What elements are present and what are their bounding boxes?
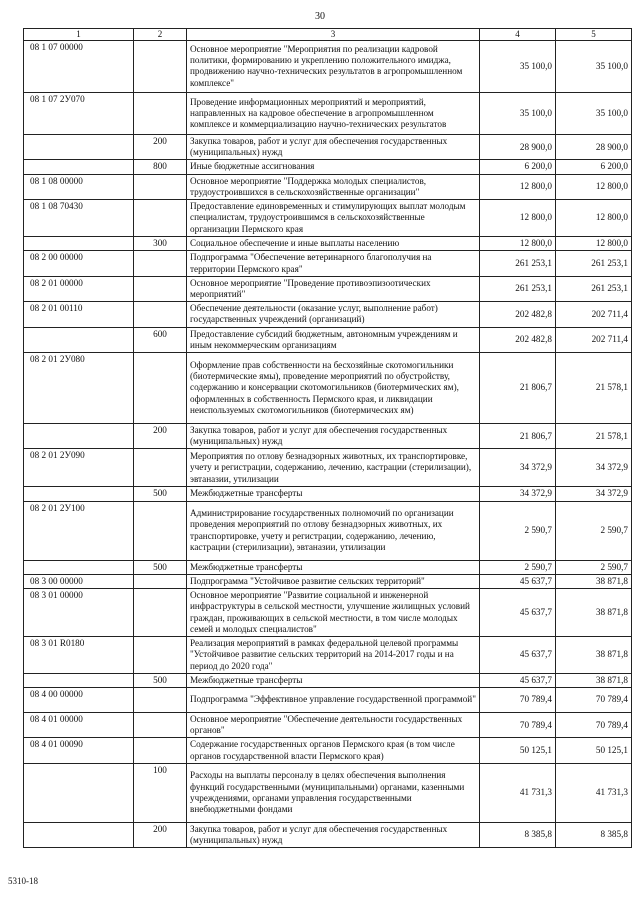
- row-expense-type-cell: [134, 688, 187, 713]
- row-code-cell: [24, 237, 134, 251]
- row-amount-2-cell: 261 253,1: [556, 251, 632, 276]
- row-amount-2-cell: 12 800,0: [556, 174, 632, 199]
- row-amount-2-cell: 34 372,9: [556, 449, 632, 487]
- row-amount-1-cell: 45 637,7: [480, 673, 556, 687]
- row-code-cell: [24, 487, 134, 501]
- row-code-cell: [24, 160, 134, 174]
- row-name-cell: Основное мероприятие "Обеспечение деятельности государственных органов": [187, 713, 480, 738]
- row-code-cell: [24, 327, 134, 352]
- row-expense-type-cell: 200: [134, 424, 187, 449]
- table-row: [24, 92, 632, 134]
- header-cell-5: 5: [556, 29, 632, 41]
- row-amount-1-cell: 12 800,0: [480, 237, 556, 251]
- row-expense-type-cell: [134, 738, 187, 763]
- row-name-cell: Основное мероприятие "Развитие социальной и инженерной инфраструктуры в сельской местности, улучшение жилищных условий граждан, проживающих в сельской местности, в том числе молодых семей и молодых специалистов": [187, 589, 480, 637]
- row-code-cell: 08 1 08 00000: [24, 174, 134, 199]
- row-name-cell: Основное мероприятие "Поддержка молодых специалистов, трудоустроившихся в сельскохозяйственные организации": [187, 174, 480, 199]
- table-row: [24, 713, 632, 738]
- row-amount-1-cell: 41 731,3: [480, 763, 556, 822]
- row-amount-1-cell: 70 789,4: [480, 688, 556, 713]
- row-expense-type-cell: [134, 251, 187, 276]
- table-row: [24, 560, 632, 574]
- row-expense-type-cell: 200: [134, 822, 187, 847]
- row-amount-2-cell: 2 590,7: [556, 560, 632, 574]
- row-name-cell: Мероприятия по отлову безнадзорных животных, их транспортировке, учету и регистрации, содержанию, лечению, кастрации (стерилизации), эвтаназии, утилизации: [187, 449, 480, 487]
- row-amount-2-cell: 38 871,8: [556, 589, 632, 637]
- row-expense-type-cell: [134, 449, 187, 487]
- row-amount-2-cell: 35 100,0: [556, 92, 632, 134]
- row-code-cell: [24, 560, 134, 574]
- row-expense-type-cell: [134, 40, 187, 92]
- table-row: [24, 501, 632, 560]
- row-name-cell: Подпрограмма "Обеспечение ветеринарного благополучия на территории Пермского края": [187, 251, 480, 276]
- row-name-cell: Проведение информационных мероприятий и мероприятий, направленных на кадровое обеспечение в агропромышленном комплексе и коммерциализацию научно-технических результатов: [187, 92, 480, 134]
- row-expense-type-cell: [134, 200, 187, 237]
- row-name-cell: Межбюджетные трансферты: [187, 487, 480, 501]
- row-amount-1-cell: 45 637,7: [480, 574, 556, 588]
- row-amount-2-cell: 6 200,0: [556, 160, 632, 174]
- row-amount-1-cell: 202 482,8: [480, 302, 556, 327]
- row-amount-1-cell: 34 372,9: [480, 449, 556, 487]
- row-expense-type-cell: [134, 574, 187, 588]
- row-code-cell: [24, 673, 134, 687]
- table-row: [24, 251, 632, 276]
- row-amount-1-cell: 50 125,1: [480, 738, 556, 763]
- table-row: [24, 637, 632, 674]
- row-amount-1-cell: 28 900,0: [480, 134, 556, 159]
- row-name-cell: Расходы на выплаты персоналу в целях обеспечения выполнения функций государственными (муниципальными) органами, казенными учреждениями, органами управления государственными внебюджетными фондами: [187, 763, 480, 822]
- row-expense-type-cell: [134, 92, 187, 134]
- row-amount-2-cell: 261 253,1: [556, 276, 632, 301]
- row-name-cell: Закупка товаров, работ и услуг для обеспечения государственных (муниципальных) нужд: [187, 424, 480, 449]
- row-code-cell: [24, 424, 134, 449]
- row-name-cell: Предоставление субсидий бюджетным, автономным учреждениям и иным некоммерческим организациям: [187, 327, 480, 352]
- row-code-cell: 08 2 01 2У080: [24, 353, 134, 424]
- row-amount-1-cell: 12 800,0: [480, 174, 556, 199]
- table-header-row: [24, 29, 632, 41]
- row-amount-1-cell: 34 372,9: [480, 487, 556, 501]
- table-row: [24, 160, 632, 174]
- row-amount-2-cell: 70 789,4: [556, 713, 632, 738]
- row-amount-2-cell: 8 385,8: [556, 822, 632, 847]
- row-expense-type-cell: [134, 501, 187, 560]
- row-code-cell: 08 2 01 00000: [24, 276, 134, 301]
- row-expense-type-cell: [134, 637, 187, 674]
- row-name-cell: Иные бюджетные ассигнования: [187, 160, 480, 174]
- row-code-cell: 08 4 01 00000: [24, 713, 134, 738]
- row-amount-2-cell: 38 871,8: [556, 637, 632, 674]
- row-name-cell: Межбюджетные трансферты: [187, 673, 480, 687]
- table-row: [24, 174, 632, 199]
- row-amount-1-cell: 35 100,0: [480, 40, 556, 92]
- row-code-cell: 08 3 00 00000: [24, 574, 134, 588]
- table-row: [24, 40, 632, 92]
- table-row: [24, 237, 632, 251]
- table-row: [24, 487, 632, 501]
- table-row: [24, 449, 632, 487]
- row-name-cell: Основное мероприятие "Мероприятия по реализации кадровой политики, формированию и укреплению положительного имиджа, продвижению научно-технических результатов в агропромышленном комплексе": [187, 40, 480, 92]
- row-amount-1-cell: 45 637,7: [480, 637, 556, 674]
- table-row: [24, 574, 632, 588]
- row-expense-type-cell: [134, 174, 187, 199]
- row-name-cell: Администрирование государственных полномочий по организации проведения мероприятий по отлову безнадзорных животных, их транспортировке, учету и регистрации, содержанию, лечению, кастрации (стерилизации), эвтаназии, утилизации: [187, 501, 480, 560]
- row-name-cell: Предоставление единовременных и стимулирующих выплат молодым специалистам, трудоустроившимся в сельскохозяйственные организации Пермского края: [187, 200, 480, 237]
- row-amount-1-cell: 2 590,7: [480, 560, 556, 574]
- row-expense-type-cell: 800: [134, 160, 187, 174]
- row-name-cell: Обеспечение деятельности (оказание услуг, выполнение работ) государственных учреждений (организаций): [187, 302, 480, 327]
- row-expense-type-cell: [134, 713, 187, 738]
- row-name-cell: Закупка товаров, работ и услуг для обеспечения государственных (муниципальных) нужд: [187, 134, 480, 159]
- row-code-cell: [24, 763, 134, 822]
- row-name-cell: Оформление прав собственности на бесхозяйные скотомогильники (биотермические ямы), проведение мероприятий по обустройству, содержанию и консервации скотомогильников (биотермических ям), оформленных в собственность Пермского края, и ликвидации неиспользуемых скотомогильников (биотермических ям): [187, 353, 480, 424]
- row-amount-1-cell: 202 482,8: [480, 327, 556, 352]
- table-row: [24, 673, 632, 687]
- row-amount-1-cell: 12 800,0: [480, 200, 556, 237]
- row-code-cell: 08 4 00 00000: [24, 688, 134, 713]
- row-code-cell: 08 3 01 00000: [24, 589, 134, 637]
- header-cell-4: 4: [480, 29, 556, 41]
- table-row: [24, 134, 632, 159]
- row-name-cell: Подпрограмма "Устойчивое развитие сельских территорий": [187, 574, 480, 588]
- table-row: [24, 688, 632, 713]
- row-amount-1-cell: 45 637,7: [480, 589, 556, 637]
- row-amount-2-cell: 21 578,1: [556, 424, 632, 449]
- row-amount-1-cell: 261 253,1: [480, 276, 556, 301]
- row-name-cell: Межбюджетные трансферты: [187, 560, 480, 574]
- row-amount-2-cell: 70 789,4: [556, 688, 632, 713]
- row-code-cell: [24, 822, 134, 847]
- table-row: [24, 589, 632, 637]
- row-amount-2-cell: 50 125,1: [556, 738, 632, 763]
- row-amount-1-cell: 6 200,0: [480, 160, 556, 174]
- row-expense-type-cell: 500: [134, 487, 187, 501]
- row-amount-2-cell: 21 578,1: [556, 353, 632, 424]
- header-cell-2: 2: [134, 29, 187, 41]
- table-row: [24, 353, 632, 424]
- row-code-cell: 08 2 01 2У090: [24, 449, 134, 487]
- row-amount-1-cell: 70 789,4: [480, 713, 556, 738]
- row-amount-1-cell: 21 806,7: [480, 353, 556, 424]
- footer-document-code: 5310-18: [8, 876, 38, 886]
- row-amount-1-cell: 21 806,7: [480, 424, 556, 449]
- row-code-cell: 08 3 01 R0180: [24, 637, 134, 674]
- row-amount-1-cell: 8 385,8: [480, 822, 556, 847]
- row-name-cell: Подпрограмма "Эффективное управление государственной программой": [187, 688, 480, 713]
- row-expense-type-cell: [134, 276, 187, 301]
- header-cell-3: 3: [187, 29, 480, 41]
- row-code-cell: 08 2 01 00110: [24, 302, 134, 327]
- row-amount-2-cell: 38 871,8: [556, 574, 632, 588]
- row-expense-type-cell: [134, 589, 187, 637]
- row-amount-1-cell: 2 590,7: [480, 501, 556, 560]
- table-row: [24, 763, 632, 822]
- row-code-cell: 08 1 07 00000: [24, 40, 134, 92]
- row-amount-2-cell: 28 900,0: [556, 134, 632, 159]
- table-row: [24, 822, 632, 847]
- row-code-cell: 08 1 08 70430: [24, 200, 134, 237]
- budget-table: [23, 28, 632, 848]
- row-name-cell: Основное мероприятие "Проведение противоэпизоотических мероприятий": [187, 276, 480, 301]
- row-expense-type-cell: 500: [134, 560, 187, 574]
- row-amount-2-cell: 12 800,0: [556, 237, 632, 251]
- row-amount-2-cell: 38 871,8: [556, 673, 632, 687]
- row-code-cell: [24, 134, 134, 159]
- table-row: [24, 424, 632, 449]
- row-amount-2-cell: 12 800,0: [556, 200, 632, 237]
- row-amount-2-cell: 41 731,3: [556, 763, 632, 822]
- header-cell-1: 1: [24, 29, 134, 41]
- row-name-cell: Содержание государственных органов Пермского края (в том числе органов государственной власти Пермского края): [187, 738, 480, 763]
- table-row: [24, 738, 632, 763]
- row-code-cell: 08 2 00 00000: [24, 251, 134, 276]
- table-row: [24, 327, 632, 352]
- row-name-cell: Закупка товаров, работ и услуг для обеспечения государственных (муниципальных) нужд: [187, 822, 480, 847]
- row-amount-2-cell: 35 100,0: [556, 40, 632, 92]
- row-code-cell: 08 4 01 00090: [24, 738, 134, 763]
- row-expense-type-cell: 600: [134, 327, 187, 352]
- row-amount-1-cell: 261 253,1: [480, 251, 556, 276]
- row-name-cell: Социальное обеспечение и иные выплаты населению: [187, 237, 480, 251]
- table-row: [24, 276, 632, 301]
- row-code-cell: 08 2 01 2У100: [24, 501, 134, 560]
- table-row: [24, 200, 632, 237]
- page-number: 30: [315, 11, 325, 22]
- row-amount-2-cell: 2 590,7: [556, 501, 632, 560]
- row-amount-2-cell: 202 711,4: [556, 302, 632, 327]
- row-expense-type-cell: 300: [134, 237, 187, 251]
- row-amount-1-cell: 35 100,0: [480, 92, 556, 134]
- row-expense-type-cell: 200: [134, 134, 187, 159]
- row-expense-type-cell: 100: [134, 763, 187, 822]
- row-expense-type-cell: [134, 302, 187, 327]
- row-expense-type-cell: [134, 353, 187, 424]
- row-amount-2-cell: 202 711,4: [556, 327, 632, 352]
- row-name-cell: Реализация мероприятий в рамках федеральной целевой программы "Устойчивое развитие сельских территорий на 2014-2017 годы и на период до 2020 года": [187, 637, 480, 674]
- table-row: [24, 302, 632, 327]
- row-amount-2-cell: 34 372,9: [556, 487, 632, 501]
- row-expense-type-cell: 500: [134, 673, 187, 687]
- row-code-cell: 08 1 07 2У070: [24, 92, 134, 134]
